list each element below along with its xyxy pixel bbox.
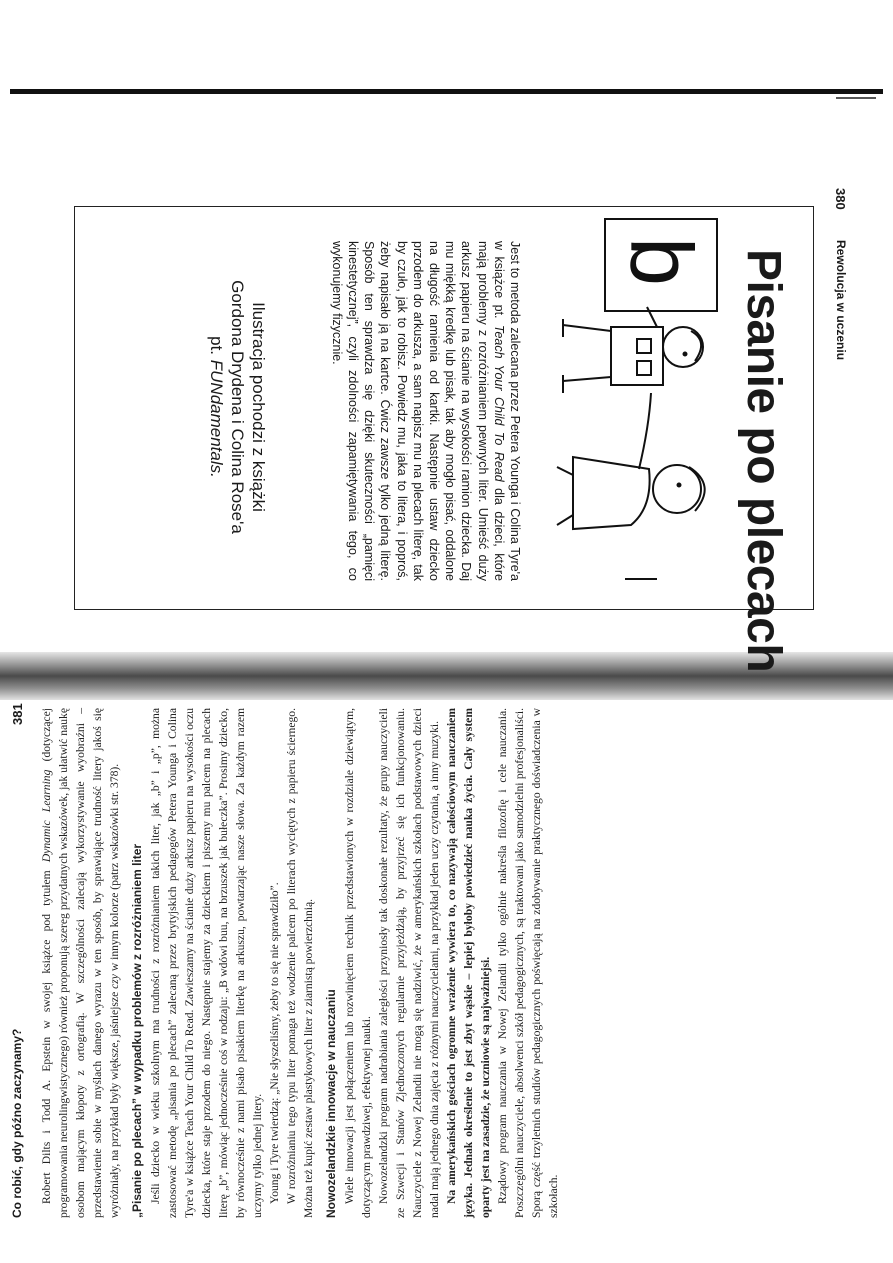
paragraph-young-tyre: Young i Tyre twierdzą: „Nie słyszeliśmy, żeby to się nie sprawdziło”. xyxy=(268,882,281,1204)
page-number-left: 380 xyxy=(833,188,848,210)
page-number-right: 381 xyxy=(10,703,25,725)
box-title: Pisanie po plecach xyxy=(737,249,790,673)
scan-edge-line xyxy=(10,89,883,94)
paper-sheet-illustration xyxy=(605,219,717,311)
paragraph-papier-scierny: W rozróżnianiu tego typu liter pomaga też wodzenie palcem po literach wyciętych z papieru ściernego. Można też kupić zestaw plastykowych liter z ziarnistą powierzchnią. xyxy=(285,708,315,1218)
box-body-before: Jest to metoda zalecana przez Petera Younga i Colina Tyre'a w książce pt. xyxy=(491,241,522,581)
heading-nowozelandzkie: Nowozelandzkie innowacje w nauczaniu xyxy=(324,989,338,1218)
scan-mark xyxy=(836,97,876,99)
credit-line-2: Gordona Drydena i Colina Rose'a xyxy=(228,280,247,534)
lower-page xyxy=(10,690,850,1230)
paragraph-pisanie: Jeśli dziecko w wieku szkolnym ma trudności z rozróżnianiem takich liter, jak „b” i „p”, można zastosować metodę „pisania po plecach” zalecaną przez brytyjskich pedagogów Petera Younga i Colina Tyre'a w książce Teach Your Child To Read. Zawieszamy na ścianie duży arkusz papieru na wysokości oczu dziecka, które staje przodem do niego. Następnie stajemy za dzieckiem i piszemy mu palcem na plecach literę „b”, mówiąc jednocześnie coś w rodzaju: „B wdówi buu, na brzuszek jak bułeczka”. Prosimy dziecko, by równocześnie z nami pisało pisakiem literkę na arkuszu, powtarzając nasze słowa. Za każdym razem uczymy tylko jednej litery. xyxy=(149,708,264,1218)
credit-prefix: pt. xyxy=(207,336,226,360)
illustration-writing-on-back xyxy=(553,207,723,611)
p1-book-title: Dynamic Learning xyxy=(40,769,53,863)
paragraph-program: Nowozelandzki program nadrabiania zaległości przyniosły tak doskonałe rezultaty, że grupy nauczycieli ze Szwecji i Stanów Zjednoczonych regularnie przyjeżdżają, by przyjrzeć się ich funkcjonowaniu. Nauczyciele z Nowej Zelandii nie mogą się nadziwić, że w amerykańskich szkołach podstawowych dzieci nadal mają jednego dnia zajęcia z różnymi nauczycielami, na przykład jeden uczy czytania, a inny muzyki. xyxy=(377,708,441,1218)
credit-line-3 xyxy=(206,227,227,587)
p1-before: Robert Dilts i Todd A. Epstein w swojej książce pod tytułem xyxy=(40,862,53,1204)
heading-pisanie: „Pisanie po plecach” w wypadku problemów z rozróżnianiem liter xyxy=(130,843,144,1218)
upper-page xyxy=(48,188,848,673)
p1-mid: (dotyczącej programowania neurolingwistycznego) również proponują szereg przydatnych wskazówek, jak ułatwić naukę osobom mającym kłopoty z ortografią. W szczególności zalecają wykorzystywanie wyobraźni – przedstawienie sobie w myślach danego wyrazu w ten sposób, by sprawiające trudność litery jakoś się wyróżniały, na przykład były większe, jaśniejsze xyxy=(40,707,121,1218)
paragraph-innowacje: Wiele innowacji jest połączeniem lub rozwinięciem technik przedstawionych w rozdziale dziewiątym, dotyczącym prawdziwej, efektywnej nauki. xyxy=(343,708,373,1218)
lower-body-text xyxy=(38,708,562,1218)
illustration-letter: b xyxy=(612,237,711,286)
running-head-right: Co robić, gdy późno zaczynamy? xyxy=(10,1028,24,1218)
running-head-left: Rewolucja w uczeniu xyxy=(834,240,848,361)
box-body-text xyxy=(329,241,523,581)
box-credit xyxy=(206,227,269,587)
paragraph-dilts xyxy=(38,708,123,1218)
box-body-after: dla dzieci, które mają problemy z rozróżnianiem pewnych liter. Umieść duży arkusz papieru na ścianie na wysokości ramion dziecka. Daj mu miękką kredkę lub pisak, tak aby mogło pisać, oddalone na długość ramienia od kartki. Następnie ustaw dziecko przodem do arkusza, a sam napisz mu na plecach literę, tak by czuło, jak to robisz. Powiedz mu, jaka to litera, i poproś, żeby napisało ją na kartce. Ćwicz zawsze tylko jedną literę. Sposób ten sprawdza się dzięki skuteczności „pamięci kinestetycznej”, czyli zdolności zapamiętywania tego, co wykonujemy fizycznie. xyxy=(329,241,506,581)
credit-book: FUNdamentals. xyxy=(207,359,226,478)
paragraph-rzadowy: Rządowy program nauczania w Nowej Zelandii tylko ogólnie nakreśla filozofię i cele nauczania. Poszczególni nauczyciele, absolwenci szkół pedagogicznych, są traktowani jako samodzielni profesjonaliści. Sporą część trzyletnich studiów pedagogicznych poświęcają na zdobywanie praktycznego doświadczenia w szkołach. xyxy=(496,708,560,1218)
adult-figure-illustration xyxy=(557,393,705,579)
sidebar-box xyxy=(74,206,814,673)
credit-line-1: Ilustracja pochodzi z książki xyxy=(249,302,268,512)
box-book-title: Teach Your Child To Read xyxy=(491,324,506,482)
paragraph-bold-wrazenie: Na amerykańskich gościach ogromne wrażenie wywiera to, co nazywają całościowym nauczaniem języka. Jednak określenie to jest zbyt wąskie – lepiej byłoby powiedzieć nauka życia. Cały system oparty jest na zasadzie, że uczniowie są najważniejsi. xyxy=(445,708,492,1218)
p1-em: czy xyxy=(108,974,121,989)
child-figure-illustration xyxy=(563,307,703,393)
p1-after: w innym kolorze (patrz wskazówki str. 378). xyxy=(108,763,121,975)
